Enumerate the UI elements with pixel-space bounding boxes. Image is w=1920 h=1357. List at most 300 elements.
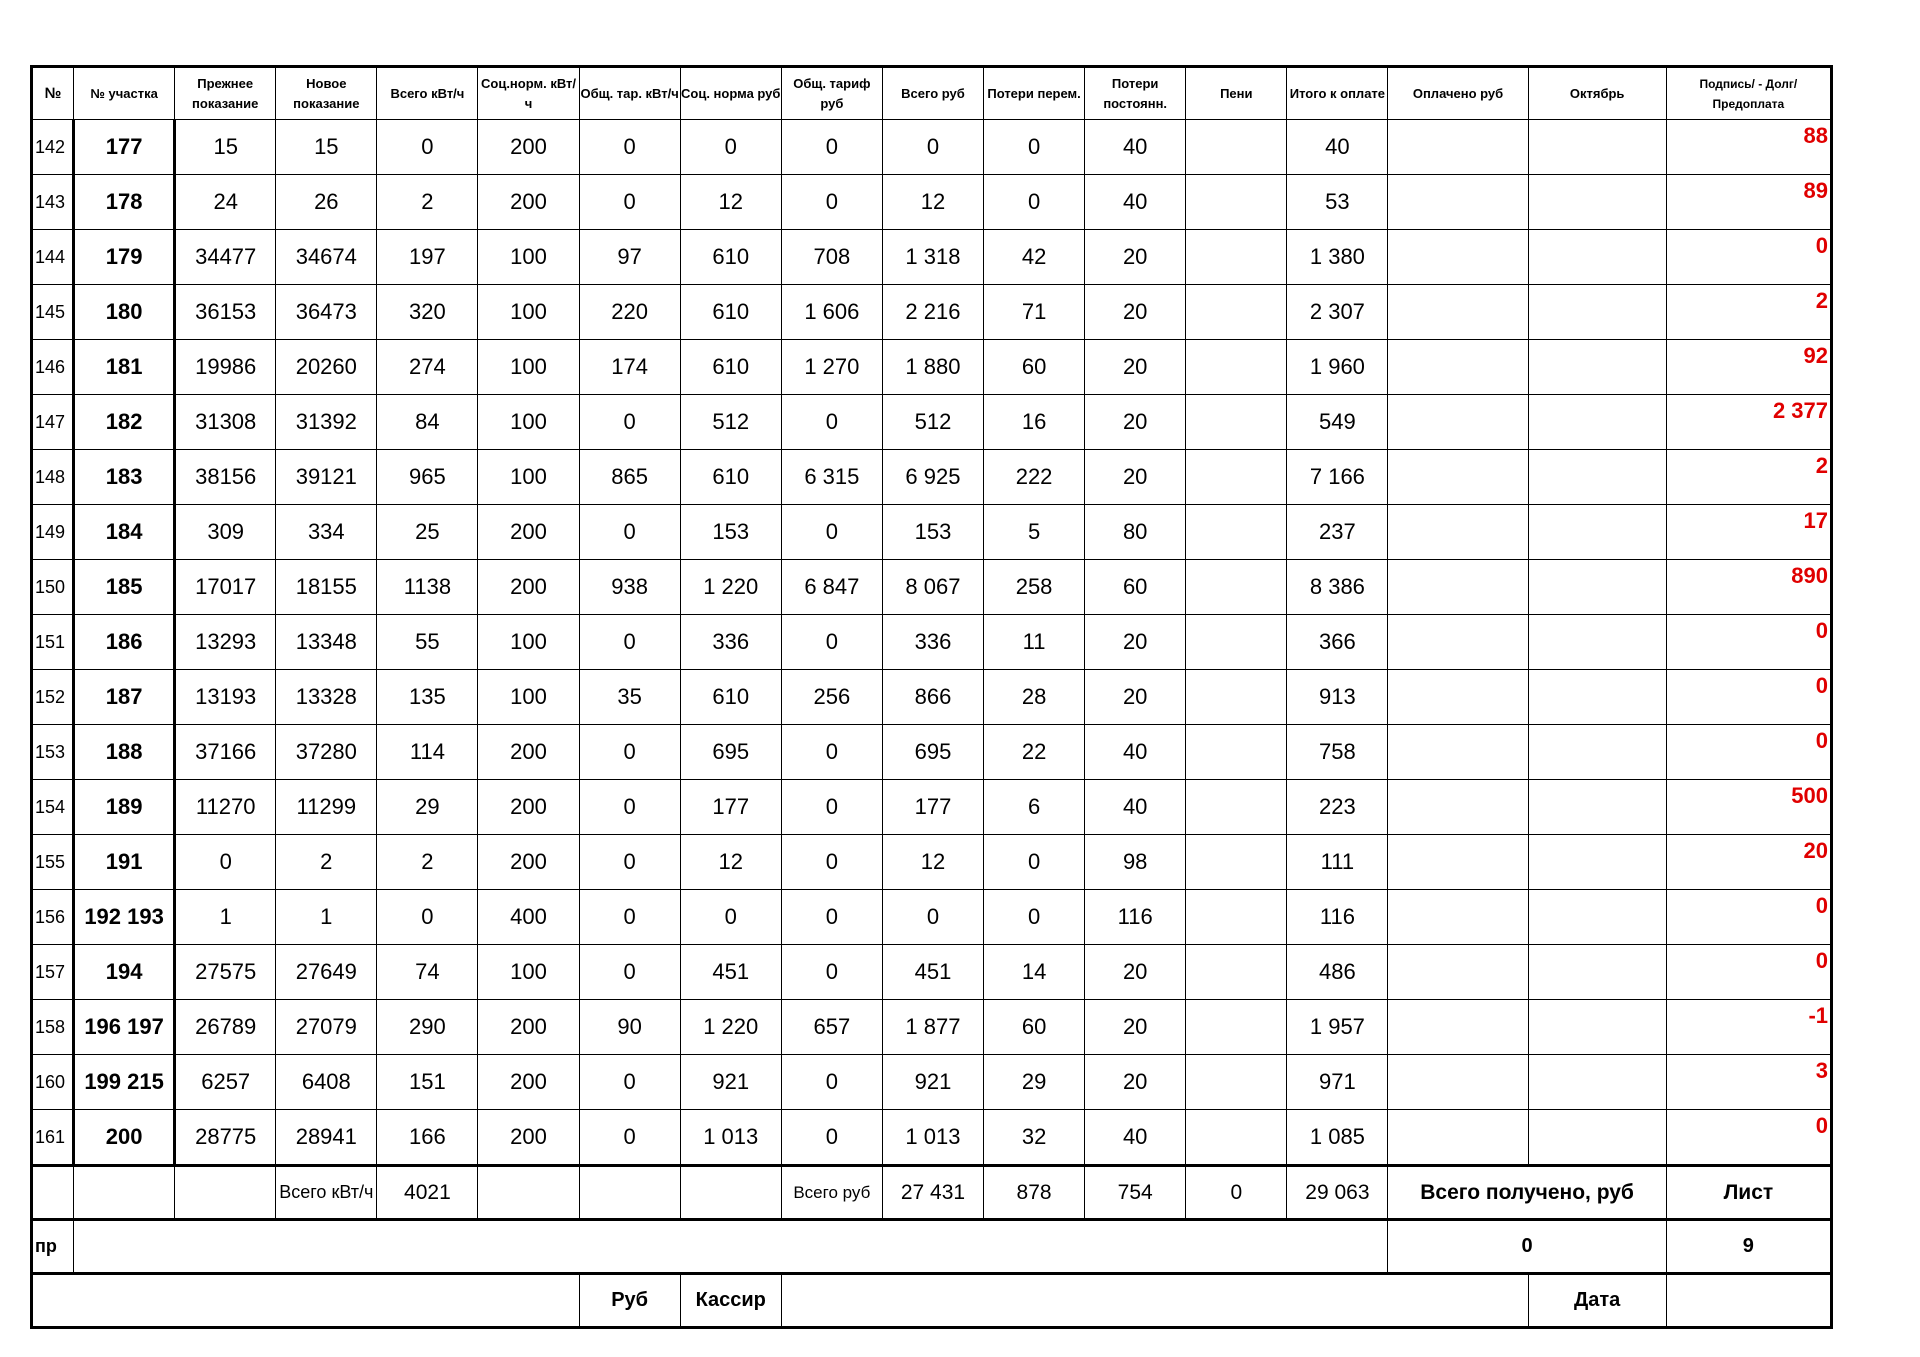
- row-number: 161: [32, 1110, 74, 1166]
- penalty: [1186, 230, 1287, 285]
- totals-rub-label: Всего руб: [781, 1166, 882, 1220]
- header-sign: Подпись/ - Долг/Предоплата: [1666, 67, 1831, 120]
- paid-cell: [1388, 175, 1528, 230]
- loss-var: 29: [984, 1055, 1085, 1110]
- loss-var: 71: [984, 285, 1085, 340]
- penalty: [1186, 285, 1287, 340]
- loss-const: 20: [1085, 1055, 1186, 1110]
- gen-tar-kwh: 90: [579, 1000, 680, 1055]
- october-cell: [1528, 780, 1666, 835]
- table-row: [32, 780, 1832, 835]
- gen-tar-kwh: 0: [579, 1055, 680, 1110]
- to-pay: 366: [1287, 615, 1388, 670]
- new-reading: 20260: [276, 340, 377, 395]
- gen-tar-kwh: 0: [579, 945, 680, 1000]
- gen-tar-kwh: 174: [579, 340, 680, 395]
- soc-norm-rub: 610: [680, 230, 781, 285]
- loss-var: 6: [984, 780, 1085, 835]
- debt-value: 0: [1666, 670, 1831, 725]
- totals-loss-var: 878: [984, 1166, 1085, 1220]
- debt-value: 92: [1666, 340, 1831, 395]
- paid-cell: [1388, 1110, 1528, 1166]
- row-number: 155: [32, 835, 74, 890]
- totals-empty-6: [680, 1166, 781, 1220]
- loss-var: 42: [984, 230, 1085, 285]
- row-number: 145: [32, 285, 74, 340]
- gen-tar-rub: 0: [781, 890, 882, 945]
- soc-norm-rub: 12: [680, 835, 781, 890]
- soc-norm-kwh: 400: [478, 890, 579, 945]
- october-cell: [1528, 1110, 1666, 1166]
- plot-number: 179: [74, 230, 175, 285]
- october-cell: [1528, 1000, 1666, 1055]
- row-number: 144: [32, 230, 74, 285]
- soc-norm-kwh: 200: [478, 1000, 579, 1055]
- soc-norm-rub: 921: [680, 1055, 781, 1110]
- soc-norm-rub: 451: [680, 945, 781, 1000]
- data-rows: [32, 120, 1832, 1166]
- total-rub: 695: [882, 725, 983, 780]
- prev-reading: 1: [175, 890, 276, 945]
- penalty: [1186, 1000, 1287, 1055]
- prev-reading: 17017: [175, 560, 276, 615]
- new-reading: 31392: [276, 395, 377, 450]
- total-kwh: 74: [377, 945, 478, 1000]
- october-cell: [1528, 505, 1666, 560]
- new-reading: 13328: [276, 670, 377, 725]
- october-cell: [1528, 835, 1666, 890]
- received-blank: [74, 1220, 1388, 1274]
- total-rub: 6 925: [882, 450, 983, 505]
- totals-empty-2: [74, 1166, 175, 1220]
- new-reading: 15: [276, 120, 377, 175]
- october-cell: [1528, 175, 1666, 230]
- table-row: [32, 1000, 1832, 1055]
- loss-const: 60: [1085, 560, 1186, 615]
- gen-tar-rub: 657: [781, 1000, 882, 1055]
- table-row: [32, 835, 1832, 890]
- loss-const: 116: [1085, 890, 1186, 945]
- gen-tar-kwh: 0: [579, 120, 680, 175]
- loss-var: 0: [984, 175, 1085, 230]
- gen-tar-kwh: 0: [579, 1110, 680, 1166]
- paid-cell: [1388, 780, 1528, 835]
- debt-value: 89: [1666, 175, 1831, 230]
- gen-tar-kwh: 865: [579, 450, 680, 505]
- october-cell: [1528, 615, 1666, 670]
- prev-reading: 6257: [175, 1055, 276, 1110]
- total-kwh: 197: [377, 230, 478, 285]
- totals-sheet-label: Лист: [1666, 1166, 1831, 1220]
- loss-const: 40: [1085, 175, 1186, 230]
- header-soc-norm-kwh: Соц.норм. кВт/ч: [478, 67, 579, 120]
- totals-rub: 27 431: [882, 1166, 983, 1220]
- new-reading: 2: [276, 835, 377, 890]
- debt-value: 0: [1666, 1110, 1831, 1166]
- debt-value: 500: [1666, 780, 1831, 835]
- penalty: [1186, 615, 1287, 670]
- soc-norm-kwh: 100: [478, 285, 579, 340]
- loss-const: 20: [1085, 945, 1186, 1000]
- total-kwh: 1138: [377, 560, 478, 615]
- soc-norm-rub: 0: [680, 120, 781, 175]
- soc-norm-kwh: 100: [478, 615, 579, 670]
- table-row: [32, 890, 1832, 945]
- penalty: [1186, 670, 1287, 725]
- prev-reading: 34477: [175, 230, 276, 285]
- to-pay: 8 386: [1287, 560, 1388, 615]
- soc-norm-kwh: 100: [478, 230, 579, 285]
- prev-reading: 27575: [175, 945, 276, 1000]
- penalty: [1186, 120, 1287, 175]
- header-penalty: Пени: [1186, 67, 1287, 120]
- prev-reading: 11270: [175, 780, 276, 835]
- paid-cell: [1388, 395, 1528, 450]
- gen-tar-kwh: 938: [579, 560, 680, 615]
- gen-tar-rub: 0: [781, 395, 882, 450]
- loss-var: 14: [984, 945, 1085, 1000]
- received-amount: 0: [1388, 1220, 1666, 1274]
- penalty: [1186, 945, 1287, 1000]
- soc-norm-rub: 610: [680, 285, 781, 340]
- loss-var: 5: [984, 505, 1085, 560]
- total-rub: 177: [882, 780, 983, 835]
- header-gen-tar-rub: Общ. тариф руб: [781, 67, 882, 120]
- received-row: [32, 1220, 1832, 1274]
- loss-const: 40: [1085, 120, 1186, 175]
- total-rub: 866: [882, 670, 983, 725]
- header-total-rub: Всего руб: [882, 67, 983, 120]
- total-kwh: 55: [377, 615, 478, 670]
- plot-number: 191: [74, 835, 175, 890]
- october-cell: [1528, 120, 1666, 175]
- gen-tar-kwh: 0: [579, 725, 680, 780]
- loss-var: 60: [984, 1000, 1085, 1055]
- penalty: [1186, 1110, 1287, 1166]
- penalty: [1186, 450, 1287, 505]
- to-pay: 971: [1287, 1055, 1388, 1110]
- footer-blank-left: [32, 1274, 580, 1328]
- gen-tar-kwh: 35: [579, 670, 680, 725]
- loss-var: 0: [984, 890, 1085, 945]
- total-kwh: 2: [377, 835, 478, 890]
- gen-tar-rub: 0: [781, 120, 882, 175]
- footer-row: [32, 1274, 1832, 1328]
- table-row: [32, 505, 1832, 560]
- total-kwh: 29: [377, 780, 478, 835]
- footer-date-label: Дата: [1528, 1274, 1666, 1328]
- total-rub: 0: [882, 120, 983, 175]
- total-kwh: 84: [377, 395, 478, 450]
- october-cell: [1528, 285, 1666, 340]
- loss-const: 20: [1085, 230, 1186, 285]
- debt-value: -1: [1666, 1000, 1831, 1055]
- table-row: [32, 120, 1832, 175]
- prev-reading: 309: [175, 505, 276, 560]
- debt-value: 2 377: [1666, 395, 1831, 450]
- total-kwh: 25: [377, 505, 478, 560]
- paid-cell: [1388, 1055, 1528, 1110]
- soc-norm-kwh: 100: [478, 340, 579, 395]
- plot-number: 183: [74, 450, 175, 505]
- loss-const: 40: [1085, 780, 1186, 835]
- prev-reading: 28775: [175, 1110, 276, 1166]
- soc-norm-rub: 1 220: [680, 560, 781, 615]
- soc-norm-kwh: 100: [478, 395, 579, 450]
- plot-number: 186: [74, 615, 175, 670]
- gen-tar-rub: 0: [781, 835, 882, 890]
- loss-var: 0: [984, 835, 1085, 890]
- debt-value: 890: [1666, 560, 1831, 615]
- to-pay: 758: [1287, 725, 1388, 780]
- paid-cell: [1388, 890, 1528, 945]
- row-number: 156: [32, 890, 74, 945]
- gen-tar-rub: 0: [781, 725, 882, 780]
- total-rub: 336: [882, 615, 983, 670]
- october-cell: [1528, 230, 1666, 285]
- soc-norm-kwh: 200: [478, 1110, 579, 1166]
- soc-norm-kwh: 200: [478, 175, 579, 230]
- gen-tar-rub: 708: [781, 230, 882, 285]
- totals-empty-1: [32, 1166, 74, 1220]
- plot-number: 194: [74, 945, 175, 1000]
- soc-norm-rub: 0: [680, 890, 781, 945]
- plot-number: 199 215: [74, 1055, 175, 1110]
- debt-value: 0: [1666, 615, 1831, 670]
- loss-const: 40: [1085, 725, 1186, 780]
- soc-norm-kwh: 100: [478, 945, 579, 1000]
- loss-const: 20: [1085, 450, 1186, 505]
- debt-value: 20: [1666, 835, 1831, 890]
- soc-norm-kwh: 200: [478, 1055, 579, 1110]
- gen-tar-kwh: 0: [579, 890, 680, 945]
- gen-tar-kwh: 220: [579, 285, 680, 340]
- header-prev: Прежнее показание: [175, 67, 276, 120]
- table-row: [32, 175, 1832, 230]
- debt-value: 0: [1666, 890, 1831, 945]
- table-row: [32, 395, 1832, 450]
- gen-tar-rub: 0: [781, 1110, 882, 1166]
- total-rub: 153: [882, 505, 983, 560]
- totals-kwh: 4021: [377, 1166, 478, 1220]
- gen-tar-rub: 0: [781, 175, 882, 230]
- paid-cell: [1388, 340, 1528, 395]
- total-rub: 2 216: [882, 285, 983, 340]
- totals-kwh-label: Всего кВт/ч: [276, 1166, 377, 1220]
- penalty: [1186, 780, 1287, 835]
- october-cell: [1528, 450, 1666, 505]
- penalty: [1186, 835, 1287, 890]
- loss-const: 80: [1085, 505, 1186, 560]
- table-row: [32, 1055, 1832, 1110]
- debt-value: 2: [1666, 450, 1831, 505]
- plot-number: 188: [74, 725, 175, 780]
- paid-cell: [1388, 615, 1528, 670]
- debt-value: 88: [1666, 120, 1831, 175]
- prev-reading: 13293: [175, 615, 276, 670]
- october-cell: [1528, 340, 1666, 395]
- loss-var: 222: [984, 450, 1085, 505]
- total-kwh: 166: [377, 1110, 478, 1166]
- new-reading: 36473: [276, 285, 377, 340]
- new-reading: 27649: [276, 945, 377, 1000]
- row-number: 142: [32, 120, 74, 175]
- total-kwh: 0: [377, 120, 478, 175]
- gen-tar-kwh: 0: [579, 505, 680, 560]
- plot-number: 182: [74, 395, 175, 450]
- loss-var: 16: [984, 395, 1085, 450]
- totals-loss-const: 754: [1085, 1166, 1186, 1220]
- loss-const: 20: [1085, 670, 1186, 725]
- total-kwh: 290: [377, 1000, 478, 1055]
- gen-tar-kwh: 0: [579, 615, 680, 670]
- total-kwh: 151: [377, 1055, 478, 1110]
- gen-tar-kwh: 97: [579, 230, 680, 285]
- total-rub: 8 067: [882, 560, 983, 615]
- new-reading: 13348: [276, 615, 377, 670]
- total-rub: 512: [882, 395, 983, 450]
- footer-cashier-sign: [781, 1274, 1528, 1328]
- row-number: 152: [32, 670, 74, 725]
- header-new: Новое показание: [276, 67, 377, 120]
- footer-cashier-label: Кассир: [680, 1274, 781, 1328]
- total-kwh: 135: [377, 670, 478, 725]
- debt-value: 0: [1666, 945, 1831, 1000]
- loss-const: 40: [1085, 1110, 1186, 1166]
- penalty: [1186, 175, 1287, 230]
- october-cell: [1528, 395, 1666, 450]
- table-row: [32, 560, 1832, 615]
- soc-norm-rub: 695: [680, 725, 781, 780]
- row-number: 158: [32, 1000, 74, 1055]
- to-pay: 913: [1287, 670, 1388, 725]
- row-number: 147: [32, 395, 74, 450]
- prev-reading: 26789: [175, 1000, 276, 1055]
- loss-var: 28: [984, 670, 1085, 725]
- header-total-kwh: Всего кВт/ч: [377, 67, 478, 120]
- header-to-pay: Итого к оплате: [1287, 67, 1388, 120]
- paid-cell: [1388, 670, 1528, 725]
- plot-number: 192 193: [74, 890, 175, 945]
- plot-number: 187: [74, 670, 175, 725]
- totals-to-pay: 29 063: [1287, 1166, 1388, 1220]
- total-rub: 1 877: [882, 1000, 983, 1055]
- gen-tar-rub: 6 315: [781, 450, 882, 505]
- plot-number: 189: [74, 780, 175, 835]
- penalty: [1186, 560, 1287, 615]
- soc-norm-rub: 1 013: [680, 1110, 781, 1166]
- gen-tar-kwh: 0: [579, 780, 680, 835]
- new-reading: 6408: [276, 1055, 377, 1110]
- gen-tar-rub: 1 606: [781, 285, 882, 340]
- new-reading: 39121: [276, 450, 377, 505]
- paid-cell: [1388, 725, 1528, 780]
- row-number: 151: [32, 615, 74, 670]
- to-pay: 53: [1287, 175, 1388, 230]
- new-reading: 18155: [276, 560, 377, 615]
- debt-value: 17: [1666, 505, 1831, 560]
- header-loss-var: Потери перем.: [984, 67, 1085, 120]
- header-loss-const: Потери постоянн.: [1085, 67, 1186, 120]
- soc-norm-kwh: 200: [478, 505, 579, 560]
- soc-norm-kwh: 200: [478, 780, 579, 835]
- table-row: [32, 725, 1832, 780]
- total-rub: 451: [882, 945, 983, 1000]
- table-row: [32, 945, 1832, 1000]
- row-number: 143: [32, 175, 74, 230]
- footer-date-value: [1666, 1274, 1831, 1328]
- loss-const: 20: [1085, 285, 1186, 340]
- soc-norm-kwh: 200: [478, 835, 579, 890]
- row-number: 150: [32, 560, 74, 615]
- prev-reading: 15: [175, 120, 276, 175]
- loss-var: 0: [984, 120, 1085, 175]
- paid-cell: [1388, 835, 1528, 890]
- total-kwh: 114: [377, 725, 478, 780]
- to-pay: 7 166: [1287, 450, 1388, 505]
- total-kwh: 274: [377, 340, 478, 395]
- soc-norm-rub: 336: [680, 615, 781, 670]
- table-row: [32, 615, 1832, 670]
- to-pay: 111: [1287, 835, 1388, 890]
- prev-reading: 19986: [175, 340, 276, 395]
- soc-norm-rub: 12: [680, 175, 781, 230]
- gen-tar-rub: 256: [781, 670, 882, 725]
- to-pay: 1 960: [1287, 340, 1388, 395]
- october-cell: [1528, 725, 1666, 780]
- loss-var: 22: [984, 725, 1085, 780]
- to-pay: 116: [1287, 890, 1388, 945]
- totals-empty-3: [175, 1166, 276, 1220]
- paid-cell: [1388, 230, 1528, 285]
- total-rub: 12: [882, 835, 983, 890]
- loss-const: 98: [1085, 835, 1186, 890]
- total-kwh: 0: [377, 890, 478, 945]
- soc-norm-kwh: 200: [478, 120, 579, 175]
- new-reading: 28941: [276, 1110, 377, 1166]
- header-october: Октябрь: [1528, 67, 1666, 120]
- table-row: [32, 450, 1832, 505]
- soc-norm-rub: 610: [680, 450, 781, 505]
- soc-norm-kwh: 100: [478, 450, 579, 505]
- new-reading: 34674: [276, 230, 377, 285]
- october-cell: [1528, 890, 1666, 945]
- to-pay: 1 085: [1287, 1110, 1388, 1166]
- new-reading: 1: [276, 890, 377, 945]
- soc-norm-kwh: 200: [478, 560, 579, 615]
- gen-tar-rub: 6 847: [781, 560, 882, 615]
- penalty: [1186, 725, 1287, 780]
- row-number: 157: [32, 945, 74, 1000]
- paid-cell: [1388, 285, 1528, 340]
- table-row: [32, 1110, 1832, 1166]
- paid-cell: [1388, 945, 1528, 1000]
- paid-cell: [1388, 1000, 1528, 1055]
- october-cell: [1528, 1055, 1666, 1110]
- plot-number: 177: [74, 120, 175, 175]
- gen-tar-rub: 0: [781, 945, 882, 1000]
- paid-cell: [1388, 560, 1528, 615]
- loss-const: 20: [1085, 340, 1186, 395]
- gen-tar-rub: 1 270: [781, 340, 882, 395]
- plot-number: 185: [74, 560, 175, 615]
- plot-number: 196 197: [74, 1000, 175, 1055]
- plot-number: 184: [74, 505, 175, 560]
- loss-const: 20: [1085, 615, 1186, 670]
- header-row: [32, 67, 1832, 120]
- soc-norm-kwh: 100: [478, 670, 579, 725]
- prev-reading: 13193: [175, 670, 276, 725]
